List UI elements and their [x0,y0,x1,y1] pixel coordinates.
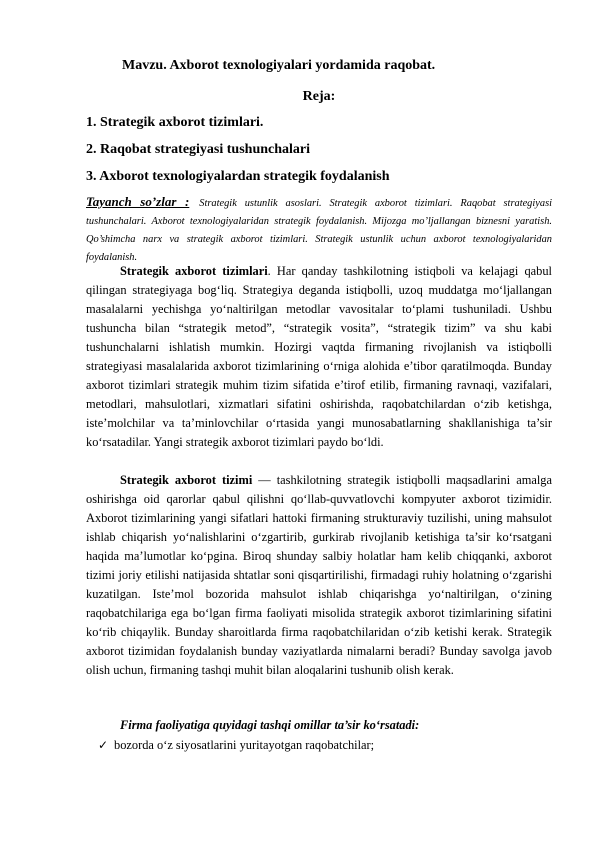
keywords-text: Strategik ustunlik asoslari. Strategik axborot tizimlari. Raqobat strategiyasi tushunchalari. Axborot texnologiyalaridan strategik foydalanish. Mijozga mo’ljallangan biznesni yaratish. Qo’shimcha narx va strategik axborot tizimlari. Strategik ustunlik uchun axborot texnologiyalaridan foydalanish. [86,198,553,263]
keywords-block [86,193,552,267]
section-subheading: Firma faoliyatiga quyidagi tashqi omillar ta’sir ko‘rsatadi: [120,718,420,732]
paragraph-text: . Har qanday tashkilotning istiqboli va kelajagi qabul qilingan strategiyaga bog‘liq. Strategiya deganda istiqbolli, uzoq muddatga mo‘ljallangan masalalarni yechishga yo‘naltirilgan metodlar vavositalar to‘plami tushuniladi. Ushbu tushuncha bilan “strategik metod”, “strategik vosita”, “strategik tizim” va shu kabi tushunchalarni ishlatish mumkin. Hozirgi vaqtda firmaning rivojlanish va istiqbolli strategiyasi masalalarida axborot tizimlarining o‘rniga alohida e’tibor qaratilmoqda. Bunday axborot tizimlari strategik muhim tizim sifatida e’tirof etilib, firmaning ravnaqi, vazifalari, metodlari, mahsulotlari, xizmatlari sifatini oshirishda, raqobatchilardan o‘zib ketishga, iste’molchilar va ta’minlovchilar o‘rtasida yangi munosabatlarning shakllanishiga ta’sir ko‘rsatadilar. Yangi strategik axborot tizimlari paydo bo‘ldi. [86,264,552,450]
bullet-item [98,738,374,753]
bullet-text: bozorda o‘z siyosatlarini yuritayotgan raqobatchilar; [114,738,375,752]
plan-item: 2. Raqobat strategiyasi tushunchalari [86,142,311,157]
paragraph [86,262,552,452]
plan-item: 1. Strategik axborot tizimlari. [86,115,264,130]
plan-item: 3. Axborot texnologiyalardan strategik foydalanish [86,169,390,184]
paragraph-text: — tashkilotning strategik istiqbolli maqsadlarini amalga oshirishga oid qarorlar qabul qilishni qo‘llab-quvvatlovchi kompyuter axborot tizimidir. Axborot tizimlarining yangi sifatlari hattoki firmaning strukturaviy tuzilishi, uning mahsulot ishlab chiqarish yo‘nalishlarini o‘zgartirib, gurkirab rivojlanib ketishiga ta’sir ko‘rsatgani haqida ma’lumotlar ko‘pgina. Biroq shunday salbiy holatlar ham kelib chiqqanki, axborot tizimi joriy etilishi natijasida shtatlar soni qisqartirilishi, firmadagi ruhiy holatning o‘zgarishi kuzatilgan. Iste’mol bozorida mahsulot ishlab chiqarishga yo‘naltirilgan, o‘zining raqobatchilariga ega bo‘lgan firma faoliyati misolida strategik axborot tizimlarining sifatini ko‘rib chiqaylik. Bunday sharoitlarda firma raqobatchilaridan o‘zib ketishi kerak. Strategik axborot tizimidan foydalanish bunday vaziyatlarda nimalarni beradi? Bunday savolga javob olish uchun, firmaning tashqi muhit bilan aloqalarini tushunib olish kerak. [86,473,552,678]
paragraph [86,471,552,681]
paragraph-lead: Strategik axborot tizimi [120,473,253,487]
paragraph-lead: Strategik axborot tizimlari [120,264,268,278]
checkmark-icon: ✓ [98,738,109,752]
document-title: Mavzu. Axborot texnologiyalari yordamida raqobat. [122,58,436,73]
plan-heading: Reja: [302,89,336,104]
keywords-label: Tayanch so’zlar : [86,194,190,209]
